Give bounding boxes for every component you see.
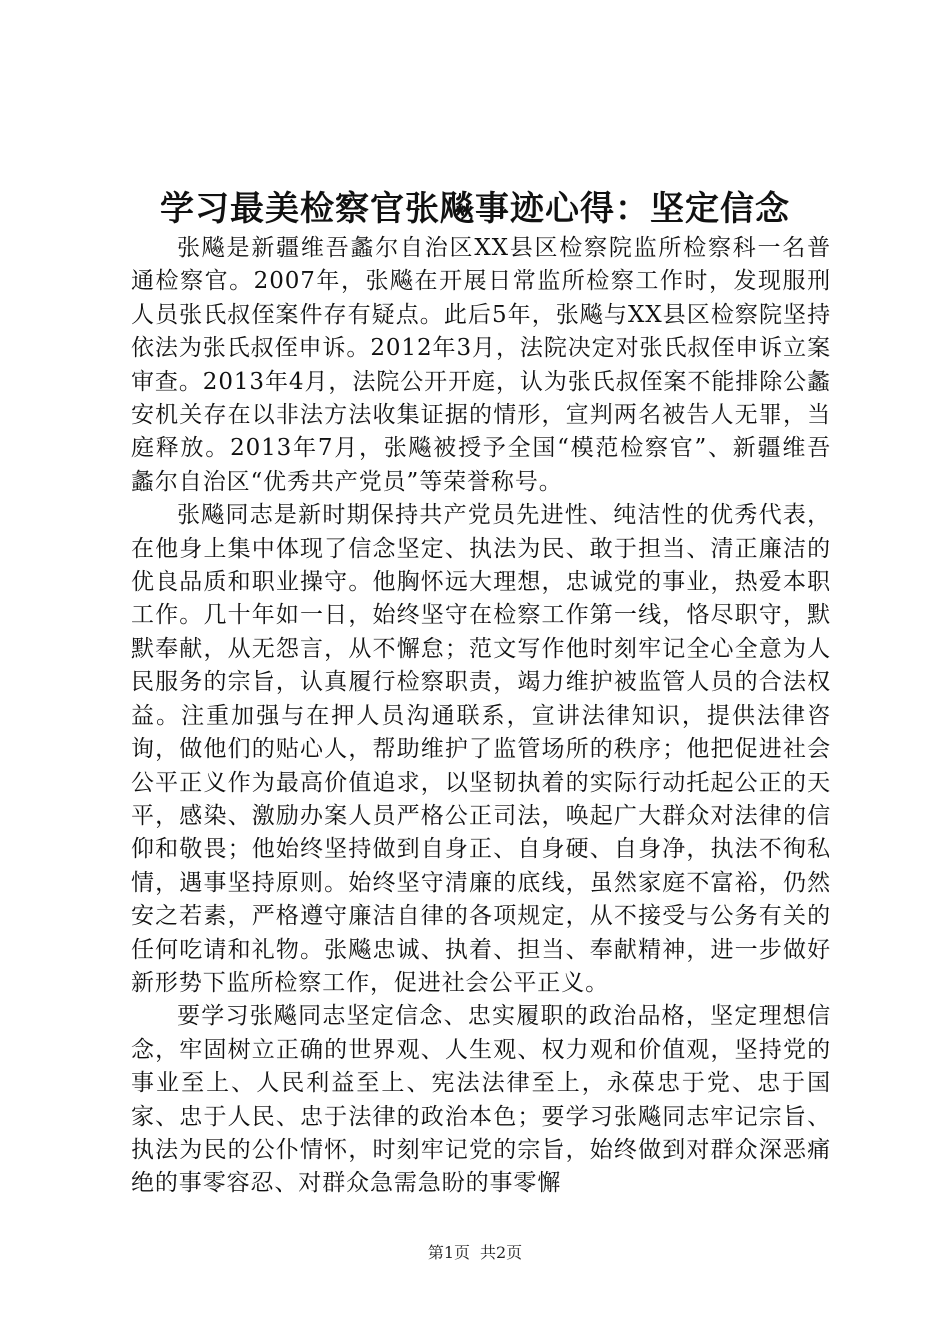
- page-footer: [0, 1243, 950, 1263]
- page-count: 共2页: [480, 1243, 523, 1262]
- paragraph-2: 张飚同志是新时期保持共产党员先进性、纯洁性的优秀代表，在他身上集中体现了信念坚定、执法为民、敢于担当、清正廉洁的优良品质和职业操守。他胸怀远大理想，忠诚党的事业，热爱本职工作。几十年如一日，始终坚守在检察工作第一线，恪尽职守，默默奉献，从无怨言，从不懈怠；范文写作他时刻牢记全心全意为人民服务的宗旨，认真履行检察职责，竭力维护被监管人员的合法权益。注重加强与在押人员沟通联系，宣讲法律知识，提供法律咨询，做他们的贴心人，帮助维护了监管场所的秩序；他把促进社会公平正义作为最高价值追求，以坚韧执着的实际行动托起公正的天平，感染、激励办案人员严格公正司法，唤起广大群众对法律的信仰和敬畏；他始终坚持做到自身正、自身硬、自身净，执法不徇私情，遇事坚持原则。始终坚守清廉的底线，虽然家庭不富裕，仍然安之若素，严格遵守廉洁自律的各项规定，从不接受与公务有关的任何吃请和礼物。张飚忠诚、执着、担当、奉献精神，进一步做好新形势下监所检察工作，促进社会公平正义。: [131, 502, 831, 996]
- document-body: [131, 232, 831, 1201]
- paragraph-1: 张飚是新疆维吾蠡尔自治区XX县区检察院监所检察科一名普通检察官。2007年，张飚在开展日常监所检察工作时，发现服刑人员张氏叔侄案件存有疑点。此后5年，张飚与XX县区检察院坚持依法为张氏叔侄申诉。2012年3月，法院决定对张氏叔侄申诉立案审查。2013年4月，法院公开开庭，认为张氏叔侄案不能排除公蠡安机关存在以非法方法收集证据的情形，宣判两名被告人无罪，当庭释放。2013年7月，张飚被授予全国“模范检察官”、新疆维吾蠡尔自治区“优秀共产党员”等荣誉称号。: [131, 235, 831, 495]
- paragraph-3: 要学习张飚同志坚定信念、忠实履职的政治品格，坚定理想信念，牢固树立正确的世界观、人生观、权力观和价值观，坚持党的事业至上、人民利益至上、宪法法律至上，永葆忠于党、忠于国家、忠于人民、忠于法律的政治本色；要学习张飚同志牢记宗旨、执法为民的公仆情怀，时刻牢记党的宗旨，始终做到对群众深恶痛绝的事零容忍、对群众急需急盼的事零懈: [131, 1003, 831, 1197]
- document-title: 学习最美检察官张飚事迹心得：坚定信念: [160, 189, 790, 229]
- page-number: 第1页: [427, 1243, 470, 1262]
